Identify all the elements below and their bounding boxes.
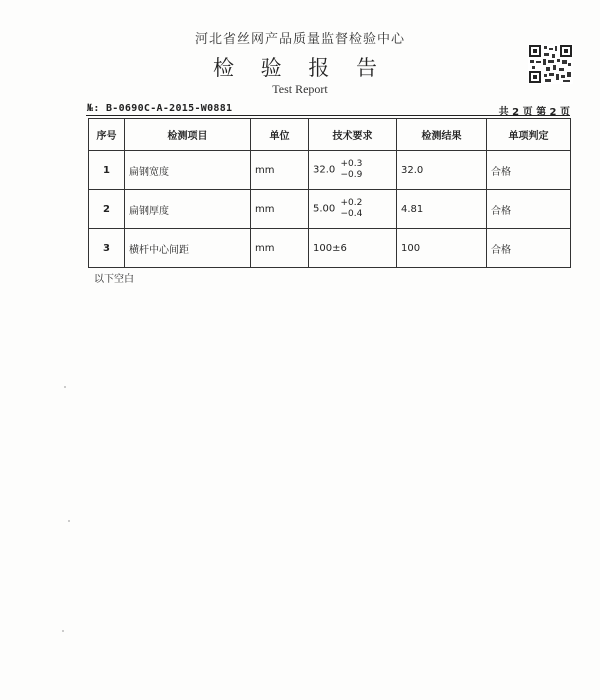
requirement-nominal: 5.00 [313, 203, 336, 215]
header-verdict: 单项判定 [487, 119, 571, 151]
row-number: 3 [89, 229, 125, 268]
row-unit: mm [251, 151, 309, 190]
row-result: 100 [397, 229, 487, 268]
row-result: 32.0 [397, 151, 487, 190]
row-requirement: 100±6 [309, 229, 397, 268]
row-unit: mm [251, 190, 309, 229]
row-result: 4.81 [397, 190, 487, 229]
tolerance-upper: +0.2 [340, 198, 363, 208]
page-count: 共 2 页 第 2 页 [498, 107, 570, 118]
organization-name: 河北省丝网产品质量监督检验中心 [194, 32, 405, 47]
paper-speck [64, 386, 66, 388]
table-row [89, 190, 571, 229]
header-item: 检测项目 [125, 119, 251, 151]
header-unit: 单位 [251, 119, 309, 151]
report-title-en: Test Report [272, 82, 328, 96]
paper-speck [68, 520, 70, 522]
requirement-nominal: 32.0 [313, 164, 336, 176]
tolerance-lower: −0.4 [340, 209, 363, 219]
header-result: 检测结果 [397, 119, 487, 151]
table-header-row [89, 119, 571, 151]
qr-code-icon [528, 44, 573, 84]
header-no: 序号 [89, 119, 125, 151]
results-table [88, 118, 571, 268]
paper-speck [62, 630, 64, 632]
header-rule [86, 115, 570, 116]
table-row [89, 229, 571, 268]
blank-below-note: 以下空白 [94, 274, 134, 285]
table-row [89, 151, 571, 190]
row-item: 扁钢厚度 [125, 190, 251, 229]
requirement-tolerance [340, 159, 362, 181]
row-verdict: 合格 [487, 229, 571, 268]
row-requirement [309, 190, 397, 229]
row-requirement [309, 151, 397, 190]
tolerance-lower: −0.9 [340, 170, 363, 180]
row-verdict: 合格 [487, 151, 571, 190]
row-number: 2 [89, 190, 125, 229]
tolerance-upper: +0.3 [340, 159, 363, 169]
requirement-tolerance [340, 198, 362, 220]
row-number: 1 [89, 151, 125, 190]
header-requirement: 技术要求 [309, 119, 397, 151]
row-verdict: 合格 [487, 190, 571, 229]
row-item: 横杆中心间距 [125, 229, 251, 268]
row-unit: mm [251, 229, 309, 268]
report-number: №: B-0690C-A-2015-W0881 [87, 103, 233, 114]
report-title-cn: 检 验 报 告 [212, 56, 388, 80]
row-item: 扁钢宽度 [125, 151, 251, 190]
